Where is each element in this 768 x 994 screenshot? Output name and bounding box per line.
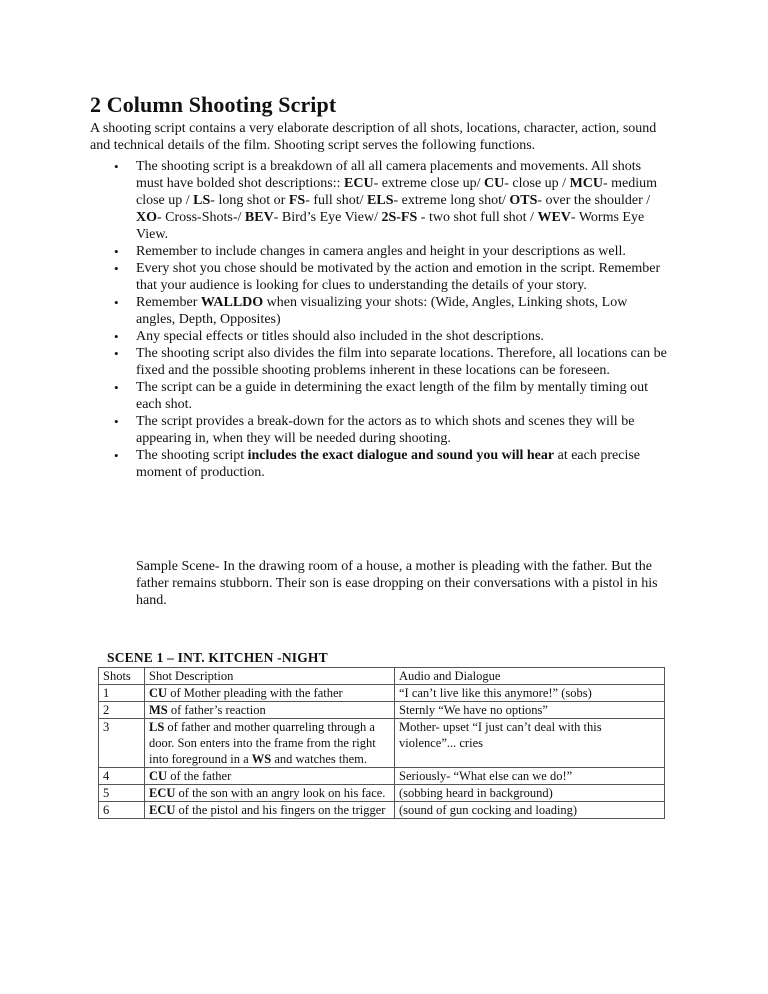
bold-term: ELS <box>367 193 394 208</box>
list-item <box>90 260 670 294</box>
bold-term: ECU <box>149 786 176 800</box>
bold-term: WEV <box>537 210 571 225</box>
table-row <box>99 768 665 785</box>
bold-term: FS <box>288 193 306 208</box>
list-item <box>90 243 670 260</box>
list-item-text: The script can be a guide in determining the exact length of the film by mentally timing out each shot. <box>136 380 649 412</box>
table-row <box>99 702 665 719</box>
table-row <box>99 802 665 819</box>
table-row <box>99 719 665 768</box>
list-item <box>90 447 670 481</box>
bold-term: ECU <box>149 803 176 817</box>
bold-term: 2S-FS <box>381 210 418 225</box>
bold-term: BEV <box>244 210 274 225</box>
shot-number: 5 <box>99 785 145 802</box>
shot-description: ECU of the son with an angry look on his face. <box>145 785 395 802</box>
table-header-row <box>99 668 665 685</box>
shot-number: 3 <box>99 719 145 768</box>
bold-term: CU <box>484 176 505 191</box>
bold-term: WS <box>251 752 272 766</box>
scene-heading: SCENE 1 – INT. KITCHEN -NIGHT <box>107 650 328 665</box>
list-item-text: The shooting script also divides the film into separate locations. Therefore, all locations can be fixed and the possible shooting problems inherent in these locations can be foreseen. <box>136 346 667 378</box>
bold-term: CU <box>149 686 168 700</box>
intro-paragraph: A shooting script contains a very elaborate description of all shots, locations, character, action, sound and technical details of the film. Shooting script serves the following functions. <box>90 121 657 153</box>
column-header-shots: Shots <box>99 668 145 685</box>
bold-term: ECU <box>344 176 374 191</box>
list-item-text: The script provides a break-down for the actors as to which shots and scenes they will be appearing in, when they will be needed during shooting. <box>136 414 635 446</box>
shot-description: LS of father and mother quarreling through a door. Son enters into the frame from the right into foreground in a WS and watches them. <box>145 719 395 768</box>
bold-term: MS <box>149 703 168 717</box>
functions-list <box>90 158 670 481</box>
column-header-description: Shot Description <box>145 668 395 685</box>
shooting-script-table <box>98 667 665 819</box>
bold-term: LS <box>193 193 211 208</box>
shot-audio: (sound of gun cocking and loading) <box>395 802 665 819</box>
bold-term: includes the exact dialogue and sound you will hear <box>247 448 555 463</box>
sample-scene-paragraph: Sample Scene- In the drawing room of a house, a mother is pleading with the father. But the father remains stubborn. Their son is ease dropping on their conversations with a pistol in his hand. <box>136 559 658 608</box>
list-item <box>90 158 670 243</box>
list-item <box>90 345 670 379</box>
shot-number: 2 <box>99 702 145 719</box>
bold-term: MCU <box>569 176 603 191</box>
shot-audio: Seriously- “What else can we do!” <box>395 768 665 785</box>
page-title: 2 Column Shooting Script <box>90 92 337 117</box>
shot-description: CU of Mother pleading with the father <box>145 685 395 702</box>
list-item <box>90 413 670 447</box>
shot-number: 6 <box>99 802 145 819</box>
shot-audio: Sternly “We have no options” <box>395 702 665 719</box>
bold-term: WALLDO <box>200 295 264 310</box>
table-row <box>99 685 665 702</box>
shot-description: CU of the father <box>145 768 395 785</box>
list-item-text: Any special effects or titles should also included in the shot descriptions. <box>136 329 544 344</box>
bold-term: LS <box>149 720 165 734</box>
list-item-text: Remember to include changes in camera angles and height in your descriptions as well. <box>136 244 626 259</box>
list-item <box>90 294 670 328</box>
shot-description: ECU of the pistol and his fingers on the trigger <box>145 802 395 819</box>
shot-number: 4 <box>99 768 145 785</box>
column-header-audio: Audio and Dialogue <box>395 668 665 685</box>
list-item-text: Remember WALLDO when visualizing your shots: (Wide, Angles, Linking shots, Low angles, Depth, Opposites) <box>136 295 628 327</box>
list-item <box>90 328 670 345</box>
list-item-text: The shooting script includes the exact dialogue and sound you will hear at each precise moment of production. <box>136 448 640 480</box>
shot-description: MS of father’s reaction <box>145 702 395 719</box>
shot-number: 1 <box>99 685 145 702</box>
bold-term: XO <box>136 210 157 225</box>
shot-audio: “I can’t live like this anymore!” (sobs) <box>395 685 665 702</box>
shot-audio: Mother- upset “I just can’t deal with this violence”... cries <box>395 719 665 768</box>
shot-audio: (sobbing heard in background) <box>395 785 665 802</box>
list-item-text: Every shot you chose should be motivated by the action and emotion in the script. Remember that your audience is looking for clues to understanding the details of your story. <box>136 261 661 293</box>
list-item-text: The shooting script is a breakdown of all all camera placements and movements. All shots must have bolded shot descriptions:: ECU- extreme close up/ CU- close up / MCU- medium close up / LS- long shot or FS- full shot/ ELS- extreme long shot/ OTS- over the shoulder / XO- Cross-Shots-/ BEV- Bird’s Eye View/ 2S-FS - two shot full shot / WEV- Worms Eye View. <box>136 159 658 242</box>
bold-term: CU <box>149 769 168 783</box>
list-item <box>90 379 670 413</box>
table-row <box>99 785 665 802</box>
bold-term: OTS <box>509 193 538 208</box>
